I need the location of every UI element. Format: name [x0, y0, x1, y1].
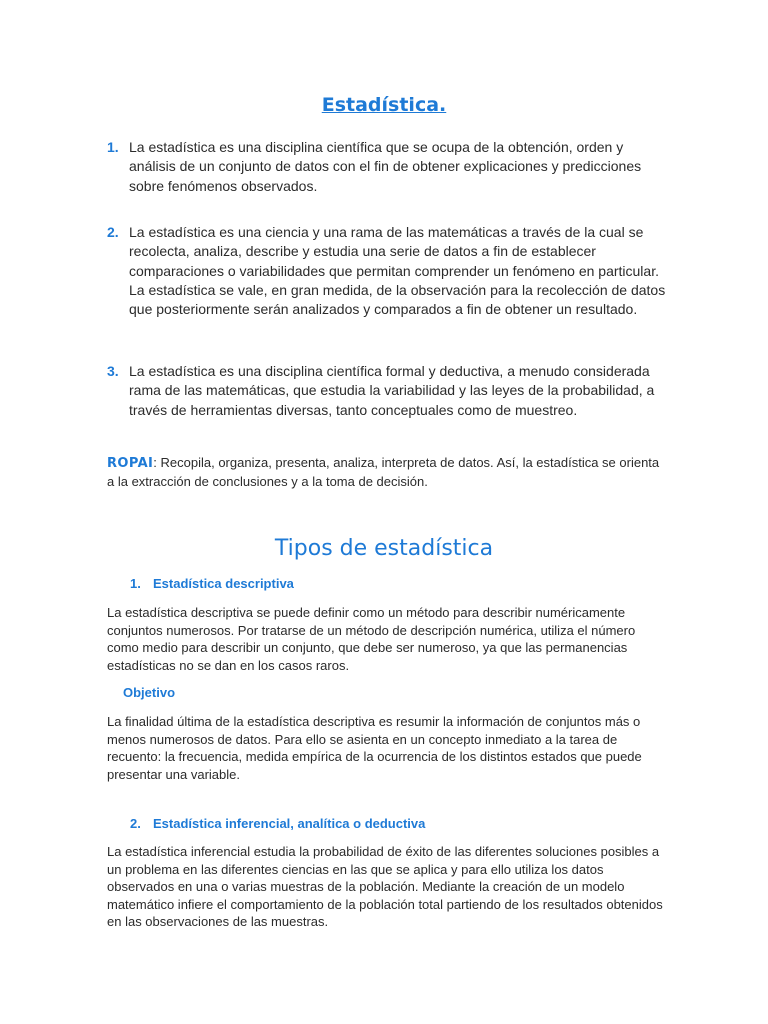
definition-text: La estadística es una disciplina científica formal y deductiva, a menudo considerada rama de las matemáticas, que estudia la variabilidad y las leyes de la probabilidad, a través de herramientas diversas, tanto conceptuales como de muestreo.	[129, 363, 655, 418]
ropai-paragraph	[107, 454, 667, 490]
objective-heading: Objetivo	[123, 685, 176, 700]
type-heading-2	[130, 816, 425, 831]
definition-item-2	[107, 223, 667, 319]
definition-text: La estadística es una disciplina científica que se ocupa de la obtención, orden y análisis de un conjunto de datos con el fin de obtener explicaciones y predicciones sobre fenómenos observados.	[129, 139, 642, 194]
type-heading-text: Estadística descriptiva	[153, 576, 294, 591]
definition-item-1	[107, 138, 667, 196]
type-description-1: La estadística descriptiva se puede definir como un método para describir numéricamente conjuntos numerosos. Por tratarse de un método de descripción numérica, utiliza el número como medio para describir un conjunto, que debe ser numeroso, ya que las permanencias estadísticas no se dan en los casos raros.	[107, 605, 636, 673]
type-number: 1.	[130, 576, 141, 591]
document-title: Estadística.	[321, 94, 447, 116]
objective-text: La finalidad última de la estadística descriptiva es resumir la información de conjuntos más o menos numerosos de datos. Para ello se asienta en un concepto inmediato a la tarea de recuento: la frecuencia, medida empírica de la ocurrencia de los distintos estados que puede presentar una variable.	[107, 714, 642, 782]
types-section-title: Tipos de estadística	[274, 536, 494, 561]
ropai-label: ROPAI	[107, 456, 154, 471]
type-heading-text: Estadística inferencial, analítica o deductiva	[153, 816, 426, 831]
type-number: 2.	[130, 816, 141, 831]
definition-number: 3.	[107, 363, 119, 379]
definition-text: La estadística es una ciencia y una rama de las matemáticas a través de la cual se recolecta, analiza, describe y estudia una serie de datos a fin de establecer comparaciones o variabilidades que permitan comprender un fenómeno en particular. La estadística se vale, en gran medida, de la observación para la recolección de datos que posteriormente serán analizados y comparados a fin de obtener un resultado.	[129, 224, 666, 318]
ropai-text: : Recopila, organiza, presenta, analiza, interpreta de datos. Así, la estadística se orienta a la extracción de conclusiones y a la toma de decisión.	[107, 455, 660, 489]
definition-number: 1.	[107, 139, 119, 155]
type-heading-1	[130, 576, 294, 591]
definition-item-3	[107, 362, 667, 420]
type-description-2: La estadística inferencial estudia la probabilidad de éxito de las diferentes soluciones posibles a un problema en las diferentes ciencias en las que se aplica y para ello utiliza los datos observados en una o varias muestras de la población. Mediante la creación de un modelo matemático infiere el comportamiento de la población total partiendo de los resultados obtenidos en las observaciones de las muestras.	[107, 844, 663, 930]
definition-number: 2.	[107, 224, 119, 240]
